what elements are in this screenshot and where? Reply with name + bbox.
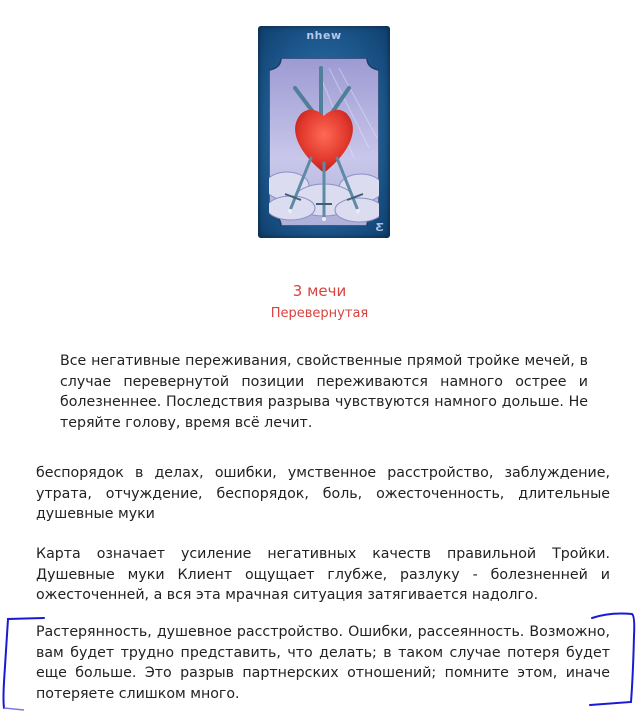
keywords-paragraph: беспорядок в делах, ошибки, умственное расстройство, заблуждение, утрата, отчуждение, беспорядок, боль, ожесточенность, длительные душевные муки (36, 465, 610, 522)
card-title-label: nhew (306, 29, 342, 42)
card-position-subheading: Перевернутая (270, 306, 369, 321)
tarot-card-image (258, 26, 390, 238)
card-name-heading: 3 мечи (292, 282, 347, 300)
card-number-glyph: Ƹ (375, 221, 384, 234)
card-illustration (269, 58, 379, 226)
meaning-paragraph: Карта означает усиление негативных качеств правильной Тройки. Душевные муки Клиент ощущает глубже, разлуку - болезненней и ожесточенней, а вся эта мрачная ситуация затягивается надолго. (36, 546, 610, 603)
card-frame (258, 26, 390, 238)
advice-paragraph: Растерянность, душевное расстройство. Ошибки, рассеянность. Возможно, вам будет трудно представить, что делать; в таком случае потеря будет еще больше. Это разрыв партнерских отношений; помните этом, иначе потеряете слишком много. (36, 624, 610, 702)
intro-paragraph: Все негативные переживания, свойственные прямой тройке мечей, в случае перевернутой позиции переживаются намного острее и болезненнее. Последствия разрыва чувствуются намного дольше. Не теряйте голову, время всё лечит. (60, 353, 588, 431)
